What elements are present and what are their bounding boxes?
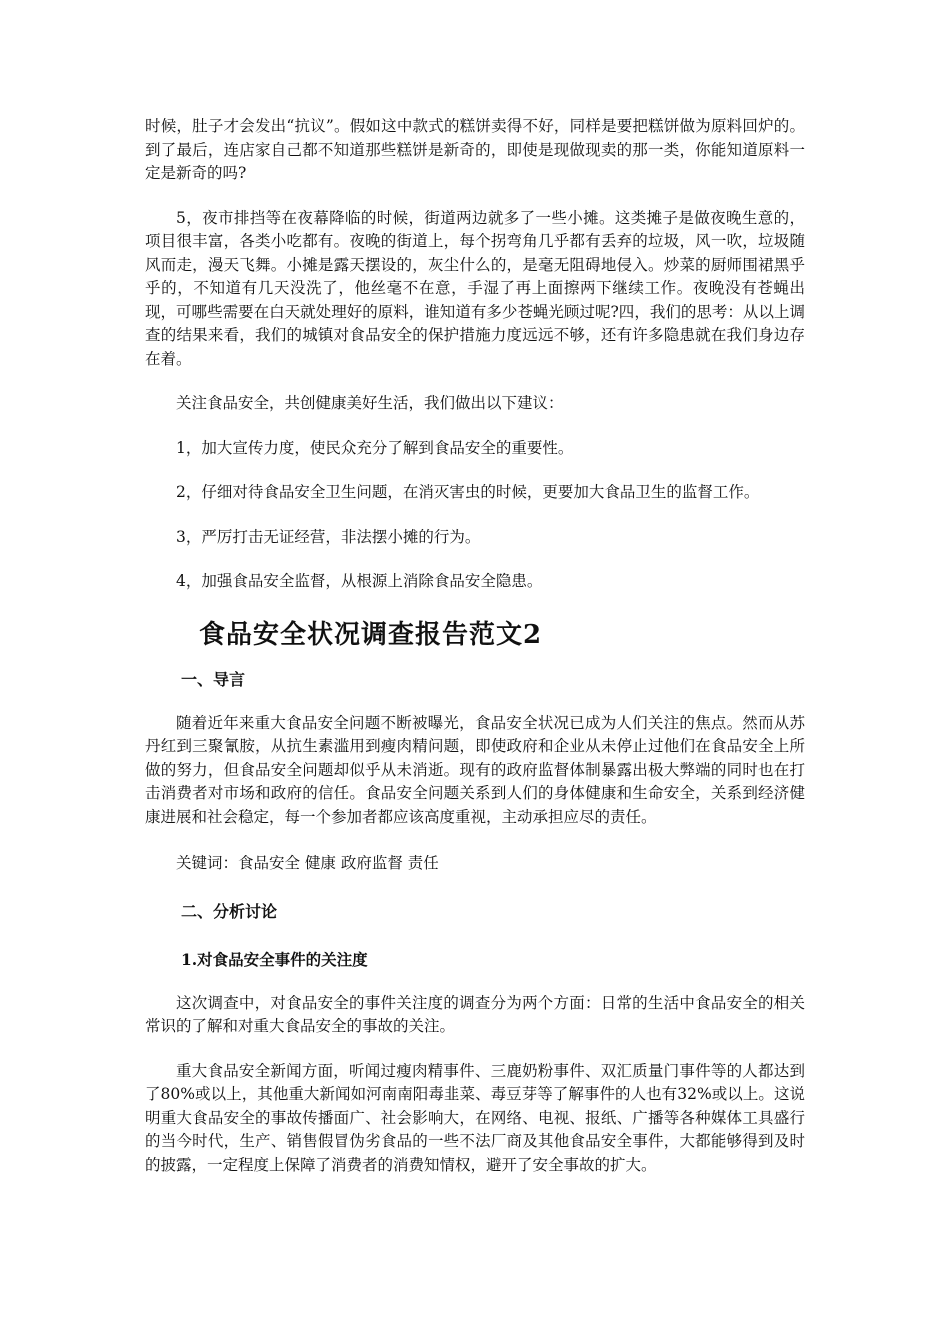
attention-paragraph-1: 这次调查中，对食品安全的事件关注度的调查分为两个方面：日常的生活中食品安全的相关常识的了解和对重大食品安全的事故的关注。 — [145, 993, 805, 1035]
document-title: 食品安全状况调查报告范文2 — [199, 619, 543, 650]
suggestion-item-1: 1，加大宣传力度，使民众充分了解到食品安全的重要性。 — [176, 438, 574, 457]
suggestion-item-3: 3，严厉打击无证经营，非法摆小摊的行为。 — [176, 527, 481, 546]
attention-paragraph-2: 重大食品安全新闻方面，听闻过瘦肉精事件、三鹿奶粉事件、双汇质量门事件等的人都达到了80%或以上，其他重大新闻如河南南阳毒韭菜、毒豆芽等了解事件的人也有32%或以上。这说明重大食品安全的事故传播面广、社会影响大，在网络、电视、报纸、广播等各种媒体工具盛行的当今时代，生产、销售假冒伪劣食品的一些不法厂商及其他食品安全事件，大都能够得到及时的披露，一定程度上保障了消费者的消费知情权，避开了安全事故的扩大。 — [145, 1061, 805, 1174]
document-body — [145, 115, 805, 1177]
suggestion-intro-paragraph: 关注食品安全，共创健康美好生活，我们做出以下建议： — [176, 394, 564, 412]
introduction-paragraph: 随着近年来重大食品安全问题不断被曝光，食品安全状况已成为人们关注的焦点。然而从苏丹红到三聚氰胺，从抗生素滥用到瘦肉精问题，即使政府和企业从未停止过他们在食品安全上所做的努力，但食品安全问题却似乎从未消逝。现有的政府监督体制暴露出极大弊端的同时也在打击消费者对市场和政府的信任。食品安全问题关系到人们的身体健康和生命安全，关系到经济健康进展和社会稳定，每一个参加者都应该高度重视，主动承担应尽的责任。 — [145, 713, 805, 826]
suggestion-item-4: 4，加强食品安全监督，从根源上消除食品安全隐患。 — [176, 572, 543, 590]
continuation-paragraph: 时候，肚子才会发出“抗议”。假如这中款式的糕饼卖得不好，同样是要把糕饼做为原料回炉的。到了最后，连店家自己都不知道那些糕饼是新奇的，即使是现做现卖的那一类，你能知道原料一定是新奇的吗? — [145, 117, 805, 182]
night-market-paragraph: 5，夜市排挡等在夜幕降临的时候，街道两边就多了一些小摊。这类摊子是做夜晚生意的，项目很丰富，各类小吃都有。夜晚的街道上，每个拐弯角几乎都有丢弃的垃圾，风一吹，垃圾随风而走，漫天飞舞。小摊是露天摆设的，灰尘什么的，是毫无阻碍地侵入。炒菜的厨师围裙黑乎乎的，不知道有几天没洗了，他丝毫不在意，手湿了再上面擦两下继续工作。夜晚没有苍蝇出现，可哪些需要在白天就处理好的原料，谁知道有多少苍蝇光顾过呢?四，我们的思考：从以上调查的结果来看，我们的城镇对食品安全的保护措施力度远远不够，还有许多隐患就在我们身边存在着。 — [145, 208, 805, 368]
subsection-heading-attention: 1.对食品安全事件的关注度 — [181, 949, 368, 969]
keywords-line: 关键词：食品安全 健康 政府监督 责任 — [176, 854, 439, 872]
section-heading-analysis: 二、分析讨论 — [181, 901, 278, 921]
section-heading-introduction: 一、导言 — [181, 669, 246, 689]
suggestion-item-2: 2，仔细对待食品安全卫生问题，在消灭害虫的时候，更要加大食品卫生的监督工作。 — [176, 483, 760, 501]
